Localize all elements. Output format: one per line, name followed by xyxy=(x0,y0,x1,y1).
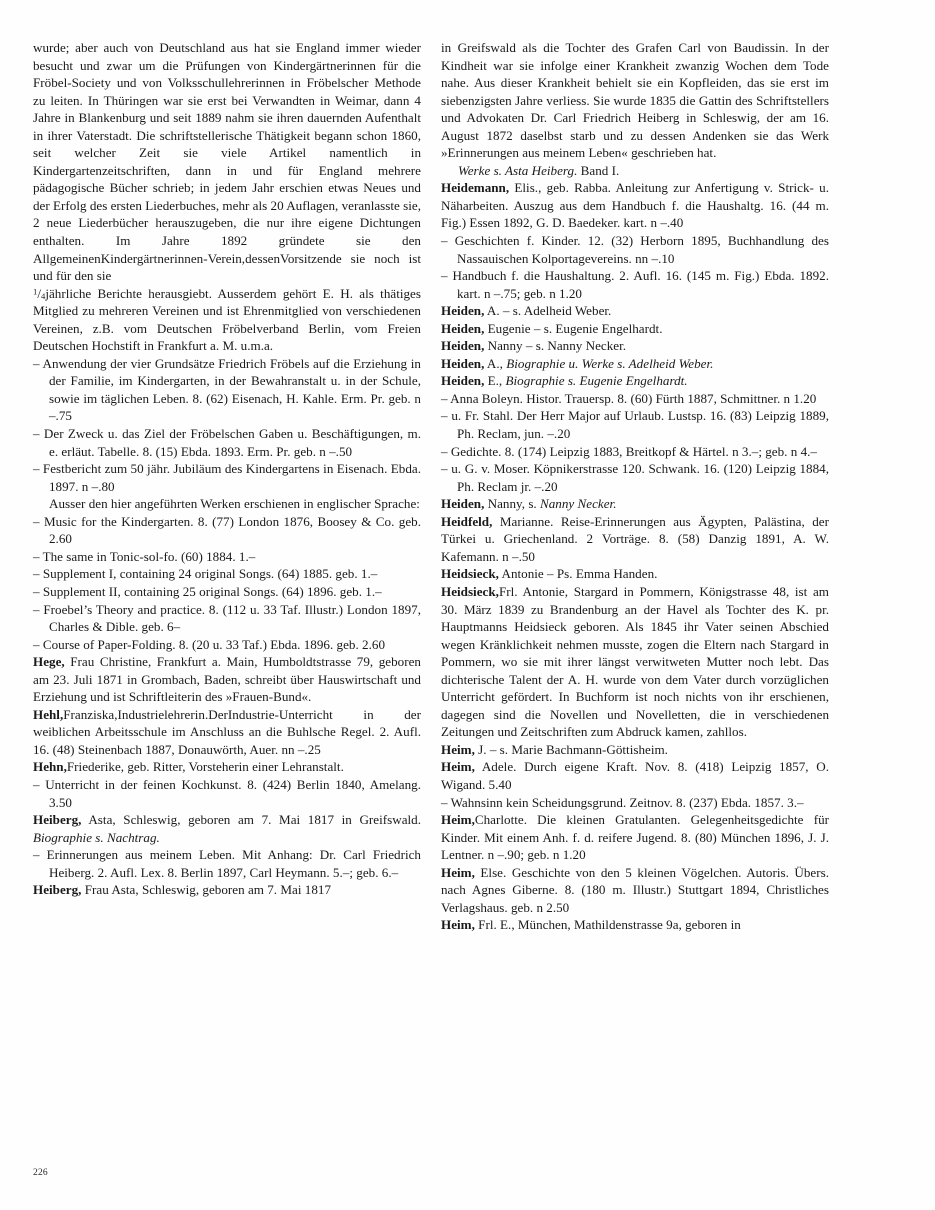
entry-text: – Anwendung der vier Grundsätze Friedrich Fröbels auf die Erziehung in der Familie, im Kindergarten, in der Bewahranstalt u. in der Schule, sowie im täglichen Leben. 8. (62) Eisenach, H. Kahle. Erm. Pr. geb. n –.75 xyxy=(33,355,421,424)
entry-headword: Heiden, xyxy=(441,303,485,319)
bibliography-item xyxy=(33,355,421,425)
entry-headword: Heidemann, xyxy=(441,180,510,196)
bibliography-item xyxy=(33,583,421,601)
dictionary-entry xyxy=(441,758,829,793)
entry-text: Charlotte. Die kleinen Gratulanten. Gelegenheitsgedichte für Kinder. Mit einem Anh. f. d. reifere Jugend. 8. (80) München 1896, J. J. Lentner. n –.90; geb. n 1.20 xyxy=(441,812,829,863)
entry-text: E., xyxy=(484,373,506,389)
entry-headword: Heiden, xyxy=(441,338,485,354)
dictionary-entry xyxy=(441,565,829,583)
entry-text: – Music for the Kindergarten. 8. (77) London 1876, Boosey & Co. geb. 2.60 xyxy=(33,513,421,547)
entry-text: – Geschichten f. Kinder. 12. (32) Herborn 1895, Buchhandlung des Nassauischen Kolportagevereins. nn –.10 xyxy=(441,233,829,266)
entry-text: A., xyxy=(484,355,507,371)
entry-text: – Wahnsinn kein Scheidungsgrund. Zeitnov. 8. (237) Ebda. 1857. 3.– xyxy=(441,794,804,810)
dictionary-entry xyxy=(441,320,829,338)
entry-text: Frau Asta, Schleswig, geboren am 7. Mai 1817 xyxy=(81,882,332,898)
entry-headword: Heiden, xyxy=(441,355,485,371)
entry-headword: Heiden, xyxy=(441,373,485,389)
dictionary-entry-continued xyxy=(33,881,421,899)
entry-headword: Heim, xyxy=(441,759,475,775)
entry-text: – Unterricht in der feinen Kochkunst. 8. (424) Berlin 1840, Amelang. 3.50 xyxy=(33,776,421,810)
dictionary-entry xyxy=(441,355,829,373)
italic-reference: Biographie s. Eugenie Engelhardt. xyxy=(505,373,688,389)
italic-reference: Biographie u. Werke s. Adelheid Weber. xyxy=(506,355,714,371)
entry-text: Nanny, s. xyxy=(484,496,540,512)
entry-text: – Erinnerungen aus meinem Leben. Mit Anhang: Dr. Carl Friedrich Heiberg. 2. Aufl. Lex. 8. Berlin 1897, Carl Heymann. 5.–; geb. 6.– xyxy=(33,847,421,880)
entry-headword: Heidsieck, xyxy=(441,566,499,582)
entry-text: Antonie – Ps. Emma Handen. xyxy=(498,566,658,582)
bibliography-item xyxy=(441,390,829,408)
bibliography-item xyxy=(33,601,421,636)
dictionary-entry xyxy=(441,741,829,759)
italic-reference: Werke s. Asta Heiberg. xyxy=(458,162,578,178)
entry-text: Frau Christine, Frankfurt a. Main, Humboldtstrasse 79, geboren am 23. Juli 1871 in Grombach, Baden, schreibt über Hauswirtschaft und Erziehung und ist Schriftleiterin des »Frauen-Bund«. xyxy=(33,654,421,705)
entry-text: A. – s. Adelheid Weber. xyxy=(484,303,612,319)
entry-text: – Gedichte. 8. (174) Leipzig 1883, Breitkopf & Härtel. n 3.–; geb. n 4.– xyxy=(441,443,817,459)
entry-headword: Heiberg, xyxy=(33,882,82,898)
entry-headword: Heiden, xyxy=(441,320,485,336)
dictionary-entry xyxy=(441,302,829,320)
bibliography-item xyxy=(33,636,421,654)
dictionary-entry xyxy=(33,706,421,759)
entry-text: Frl. E., München, Mathildenstrasse 9a, geboren in xyxy=(474,917,741,933)
entry-text: Elis., geb. Rabba. Anleitung zur Anfertigung v. Strick- u. Näharbeiten. Auszug aus dem Handbuch f. die Haushaltg. 16. (44 m. Fig.) Essen 1892, G. D. Baedeker. kart. n –.40 xyxy=(441,180,829,231)
entry-text: Asta, Schleswig, geboren am 7. Mai 1817 in Greifswald. xyxy=(81,812,421,828)
bibliography-item xyxy=(33,460,421,495)
entry-text: – Handbuch f. die Haushaltung. 2. Aufl. 16. (145 m. Fig.) Ebda. 1892. kart. n –.75; geb. n 1.20 xyxy=(441,268,829,301)
entry-headword: Heim, xyxy=(441,917,475,933)
entry-text: – Anna Boleyn. Histor. Trauersp. 8. (60) Fürth 1887, Schmittner. n 1.20 xyxy=(441,390,817,406)
entry-text: Nanny – s. Nanny Necker. xyxy=(484,338,627,354)
entry-headword: Heim, xyxy=(441,812,475,828)
bibliography-item xyxy=(441,443,829,461)
right-text-column xyxy=(441,39,829,1159)
body-paragraph xyxy=(441,39,829,162)
entry-text: – Der Zweck u. das Ziel der Fröbelschen Gaben u. Beschäftigungen, m. e. erläut. Tabelle. 8. (15) Ebda. 1893. Erm. Pr. geb. n –.50 xyxy=(33,426,421,459)
body-paragraph xyxy=(33,39,421,285)
entry-text: Adele. Durch eigene Kraft. Nov. 8. (418) Leipzig 1857, O. Wigand. 5.40 xyxy=(441,759,829,792)
dictionary-entry xyxy=(33,758,421,776)
entry-text: wurde; aber auch von Deutschland aus hat sie England immer wieder besucht und zwar um die Prüfungen von Kindergärtnerinnen für die Fröbel-Society und von Volksschullehrerinnen in Fröbelscher Methode zu leiten. In Thüringen war sie erst bei Verwandten in Weimar, dann 4 Jahre in Blankenburg und seit 1889 nahm sie ihren dauernden Aufenthalt in ihrer Vaterstadt. Die schriftstellerische Thätigkeit begann schon 1860, seit welcher Zeit sie viele Artikel namentlich in Kindergartenzeitschriften, dann in und für England mehrere pädagogische Bücher schrieb; in jedem Jahr erschien etwas Neues und der Erfolg des ersten Liederbuches, mehr als 20 Auflagen, veranlasste sie, 2 neue Liederbücher herauszugeben, die nur ihre eigene Dichtungen enthalten. Im Jahre 1892 gründete sie den AllgemeinenKindergärtnerinnen-Verein,dessenVorsitzende sie noch ist und für den sie xyxy=(33,40,421,284)
bibliography-item xyxy=(33,425,421,460)
entry-headword: Heim, xyxy=(441,864,475,880)
entry-headword: Hege, xyxy=(33,654,65,670)
two-column-text-body xyxy=(33,39,899,1159)
entry-headword: Heiden, xyxy=(441,496,485,512)
bibliography-item xyxy=(33,513,421,548)
dictionary-entry xyxy=(441,583,829,741)
bibliography-item xyxy=(441,267,829,302)
bibliography-item xyxy=(33,846,421,881)
bibliography-item xyxy=(33,548,421,566)
bibliography-item xyxy=(33,565,421,583)
bibliography-item xyxy=(441,407,829,442)
entry-text: Marianne. Reise-Erinnerungen aus Ägypten, Palästina, der Türkei u. Griechenland. 2 Vorträge. 8. (58) Danzig 1891, A. W. Kafemann. n –.50 xyxy=(441,513,829,564)
entry-text: – Festbericht zum 50 jähr. Jubiläum des Kindergartens in Eisenach. Ebda. 1897. n –.80 xyxy=(33,461,421,494)
dictionary-entry xyxy=(33,653,421,706)
dictionary-entry xyxy=(441,179,829,232)
entry-text: J. – s. Marie Bachmann-Göttisheim. xyxy=(474,741,668,757)
dictionary-entry xyxy=(441,372,829,390)
entry-text: Franziska,Industrielehrerin.DerIndustrie-Unterricht in der weiblichen Arbeitsschule im Anschluss an die Buhlsche Regel. 2. Aufl. 16. (48) Steinenbach 1887, Donauwörth, Auer. nn –.25 xyxy=(33,706,421,757)
italic-reference: Nanny Necker. xyxy=(540,496,617,512)
bibliography-item xyxy=(441,232,829,267)
dictionary-entry xyxy=(441,495,829,513)
entry-text: Friederike, geb. Ritter, Vorsteherin einer Lehranstalt. xyxy=(66,759,344,775)
entry-text: – The same in Tonic-sol-fo. (60) 1884. 1.– xyxy=(33,548,256,564)
entry-text: Ausser den hier angeführten Werken erschienen in englischer Sprache: xyxy=(49,496,420,512)
dictionary-entry xyxy=(441,811,829,864)
bibliography-item xyxy=(33,776,421,811)
entry-text: – Supplement I, containing 24 original Songs. (64) 1885. geb. 1.– xyxy=(33,566,378,582)
bibliography-item xyxy=(441,460,829,495)
dictionary-entry-continued xyxy=(441,916,829,934)
dictionary-entry xyxy=(441,864,829,917)
entry-text: in Greifswald als die Tochter des Grafen Carl von Baudissin. In der Kindheit war sie infolge einer Krankheit zwanzig Wochen dem Tode nahe. Aus dieser Krankheit behielt sie ein Kopfleiden, das sie erst im siebenzigsten Jahre verliess. Sie wurde 1835 die Gattin des Schriftstellers und Advokaten Dr. Carl Friedrich Heiberg in Schleswig, der am 16. August 1872 daselbst starb und zu dessen Andenken sie das Werk »Erinnerungen aus meinem Leben« geschrieben hat. xyxy=(441,40,829,161)
page-folio-number: 226 xyxy=(33,1168,48,1178)
entry-text: – Supplement II, containing 25 original Songs. (64) 1896. geb. 1.– xyxy=(33,583,382,599)
entry-headword: Hehn, xyxy=(33,759,67,775)
entry-text: Else. Geschichte von den 5 kleinen Vögelchen. Autoris. Übers. nach Agnes Giberne. 8. (180 m. Illustr.) Stuttgart 1894, Christliches Verlagshaus. geb. n 2.50 xyxy=(441,864,829,915)
dictionary-entry xyxy=(441,337,829,355)
dictionary-entry xyxy=(441,513,829,566)
bibliography-item xyxy=(441,794,829,812)
entry-headword: Heidsieck, xyxy=(441,583,499,599)
left-text-column xyxy=(33,39,421,1159)
entry-headword: Heidfeld, xyxy=(441,513,493,529)
cross-reference-line xyxy=(441,162,829,180)
entry-text: – u. G. v. Moser. Köpnikerstrasse 120. Schwank. 16. (120) Leipzig 1884, Ph. Reclam jr. –.20 xyxy=(441,461,829,494)
entry-text: – Froebel’s Theory and practice. 8. (112 u. 33 Taf. Illustr.) London 1897, Charles & Dible. geb. 6– xyxy=(33,601,421,635)
entry-text: Band I. xyxy=(577,162,620,178)
entry-text: Frl. Antonie, Stargard in Pommern, Königstrasse 48, ist am 30. März 1839 zu Brandenburg an der Havel als Tochter des K. pr. Hauptmanns Heidsieck geboren. Als 1845 ihr Vater seinen Abschied wegen Kränklichkeit nehmen musste, zogen die Eltern nach Stargard in Pommern, wo sie mit ihrer längst verwitweten Mutter noch lebt. Das dichterische Talent der A. H. wurde von dem Vater durch vorzüglichen Unterricht gefördert. In Buchform ist noch nichts von ihr erschienen, dagegen sind die Novellen und Novelletten, die in verschiedenen Zeitungen und Zeitschriften zum Abdruck kamen, zahllos. xyxy=(441,583,829,740)
entry-headword: Hehl, xyxy=(33,706,64,722)
entry-text: – u. Fr. Stahl. Der Herr Major auf Urlaub. Lustsp. 16. (83) Leipzig 1889, Ph. Reclam, jun. –.20 xyxy=(441,408,829,442)
body-paragraph-continued xyxy=(33,285,421,355)
note-line xyxy=(33,495,421,513)
entry-headword: Heiberg, xyxy=(33,812,82,828)
entry-headword: Heim, xyxy=(441,741,475,757)
entry-text: – Course of Paper-Folding. 8. (20 u. 33 Taf.) Ebda. 1896. geb. 2.60 xyxy=(33,636,386,652)
dictionary-entry xyxy=(33,811,421,846)
entry-text: jährliche Berichte herausgiebt. Ausserdem gehört E. H. als thätiges Mitglied zu mehreren Vereinen und ist Ehrenmitglied von verschiedenen Vereinen, z.B. vom Deutschen Fröbelverband Berlin, vom Freien Deutschen Hochstift in Frankfurt a. M. u.m.a. xyxy=(33,285,421,354)
italic-reference: Biographie s. Nachtrag. xyxy=(33,829,160,845)
quarter-fraction-glyph: $^1/_4$ xyxy=(33,285,46,301)
entry-text: Eugenie – s. Eugenie Engelhardt. xyxy=(484,320,663,336)
